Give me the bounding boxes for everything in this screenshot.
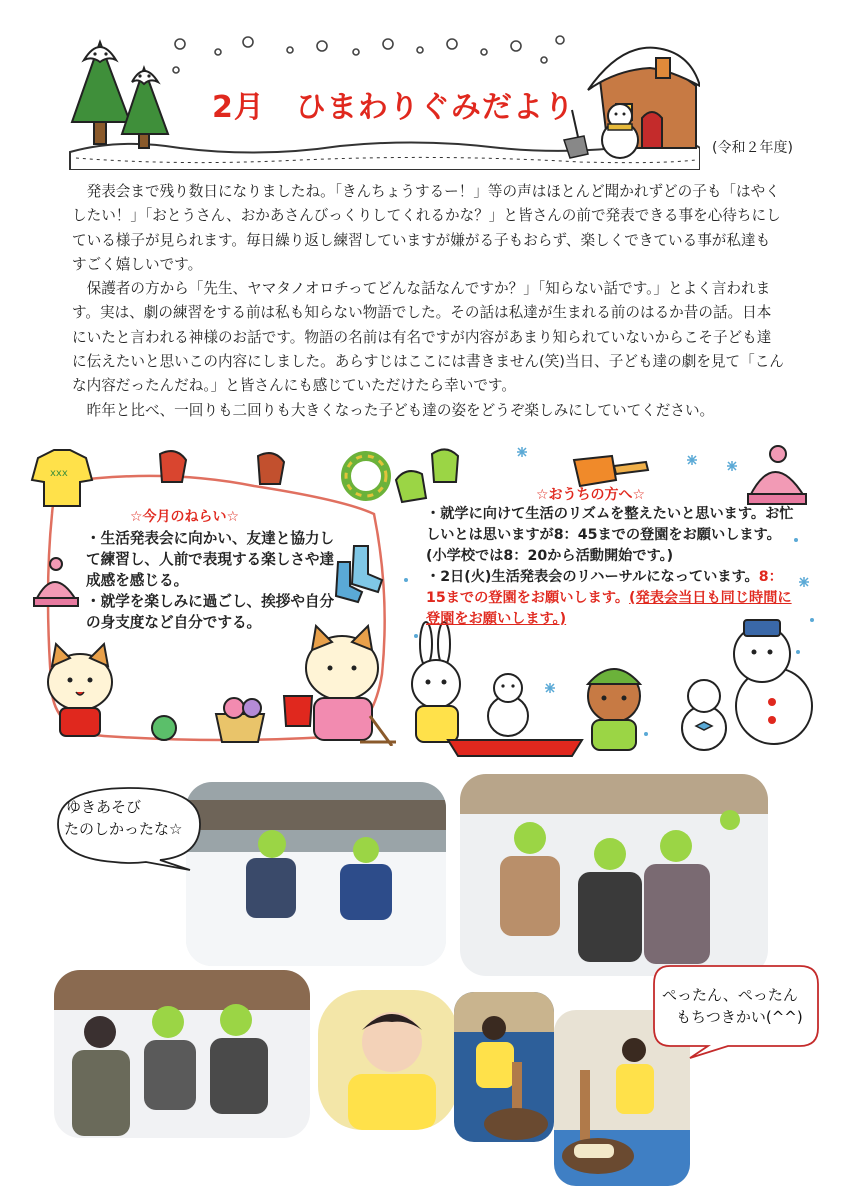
bear-character-icon [588,669,640,750]
rehearsal-note: ・2日(火)生活発表会のリハーサルになっています。 [426,569,759,585]
home-note: ・就学に向けて生活のリズムを整えたいと思います。お忙しいとは思いますが8：45までの登園をお願いします。(小学校では8：20から活動開始です。) [426,506,794,564]
header-banner [60,30,700,170]
knit-hat-icon [748,446,806,504]
svg-text:xxx: xxx [50,468,68,479]
photo-mochi-pounding [454,992,554,1142]
knit-hat-icon [34,558,78,606]
photo-snow-group [460,774,768,976]
mitten-icon [160,451,284,484]
yarn-ball-icon [152,698,264,742]
aims-list [86,528,346,633]
bubble-text: たのしかったな☆ [64,820,183,838]
photo-snow-play [186,782,446,966]
bunny-character-icon [412,622,460,742]
aim-item: ・生活発表会に向かい、友達と協力して練習し、人前で表現する楽しさや達成感を感じる。 [86,530,335,589]
shovel-icon [574,456,648,486]
home-notes [426,504,794,630]
aim-item: ・就学を楽しみに過ごし、挨拶や自分の身支度など自分でする。 [86,593,335,631]
tree-icon [72,42,168,148]
bubble-text: ぺったん、ぺったん [662,986,798,1004]
sweater-icon [32,450,92,506]
newsletter-title: 2月 ひまわりぐみだより [212,90,575,125]
performance-day-note: (発表会当日も同じ時間に登園をお願いします。) [426,590,792,627]
intro-text [72,180,784,423]
intro-paragraph: 発表会まで残り数日になりましたね。「きんちょうするー！」等の声はほとんど聞かれずどの子も「はやくしたい！」「おとうさん、おかあさんびっくりしてくれるかな？」と皆さんの前で発表できる事を心待ちにしている様子が見られます。毎日繰り返し練習していますが嫌がる子もおらず、楽しくできている事が私達もすごく嬉しいです。 [72,183,781,273]
fiscal-year: (令和２年度) [712,140,793,156]
photo-child-portrait [318,990,458,1130]
knitting-cat-icon [284,626,396,746]
bubble-text: もちつきかい(^^) [676,1008,803,1026]
intro-paragraph: 昨年と比べ、一回りも二回りも大きくなった子ども達の姿をどうぞ楽しみにしていてください。 [86,401,715,419]
home-note [426,567,794,630]
snowman-icon [488,674,528,736]
intro-paragraph: 保護者の方から「先生、ヤマタノオロチってどんな話なんですか？」「知らない話です。」とよく言われます。実は、劇の練習をする前は私も知らない物語でした。その話は私達が生まれる前のはるか昔の話。日本にいたと言われる神様のお話です。物語の名前は有名ですが内容があまり知られていないからこそ子ども達に伝えたいと思いこの内容にしました。あらすじはここには書きません(笑)当日、子ども達の劇を見て「こんな内容だったんだね。」と皆さんにも感じていただけたら幸いです。 [72,280,784,395]
cat-character-icon [48,644,112,736]
photo-snow-friends [54,970,310,1138]
home-title: ☆おうちの方へ☆ [536,487,646,503]
bubble-text: ゆきあそび [66,798,142,816]
wreath-icon [346,456,386,496]
snowman-icon [682,620,812,750]
mitten-icon [396,449,458,502]
aims-title: ☆今月のねらい☆ [130,509,240,525]
sled-icon [448,740,582,756]
arrival-time-note: 8：15までの登園をお願いします。 [426,569,783,606]
